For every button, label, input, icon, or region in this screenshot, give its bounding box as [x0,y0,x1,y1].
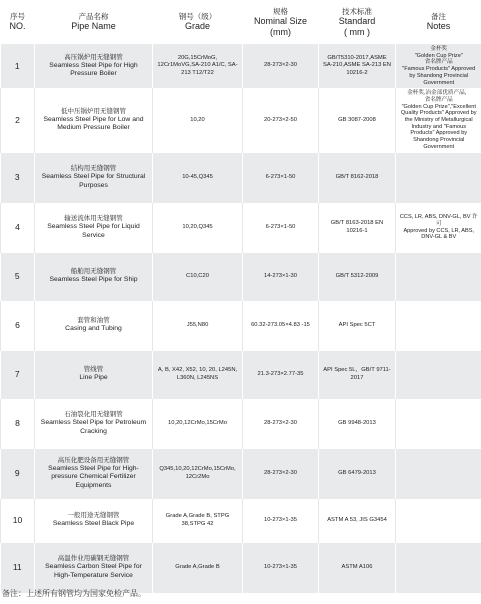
row-standard: API Spec 5L，GB/T 9711-2017 [319,351,396,399]
row-standard: GB 3087-2008 [319,88,396,152]
header-no [1,0,35,44]
row-standard: GB 6479-2013 [319,449,396,499]
row-size: 14-273×1-30 [243,253,319,301]
row-notes [396,449,481,499]
row-standard: ASTM A106 [319,543,396,593]
row-pipe-name [35,203,153,253]
pipe-name-cn: 输送流体用无缝钢管 [64,215,123,222]
row-no: 8 [1,399,35,449]
table-header [1,0,481,44]
row-standard: ASTM A 53, JIS G3454 [319,499,396,543]
header-notes-en: Notes [426,21,451,32]
header-no-en: NO. [9,21,26,32]
header-size-unit: (mm) [270,26,291,37]
row-no: 11 [12,562,22,573]
row-pipe-name [35,499,153,543]
pipe-name-en: Casing and Tubing [65,325,122,333]
table-row [1,153,481,203]
pipe-name-cn: 船舶用无缝钢管 [70,268,117,276]
row-grade: 10-45,Q345 [153,153,243,203]
row-size: 28-273×2-30 [243,44,319,88]
row-size: 21.3-273×2.77-35 [243,351,319,399]
row-pipe-name [35,543,153,593]
pipe-name-cn: 管线管 [83,366,104,374]
header-std-en: Standard [338,15,376,26]
pipe-name-en: Seamless Steel Black Pipe [52,520,135,528]
notes-text: 金杯奖,冶金部优质产品， 省名牌产品 "Golden Cup Prize","Excellent Quality Products" Approved by the Ministry of Metallurgical Industry and "Famous Products" Approved by Shandong Provincial Government [400,90,477,150]
header-size-cn: 规格 [273,6,288,16]
table-row [1,351,481,399]
row-no: 9 [14,468,20,479]
table-row [1,449,481,499]
header-std-unit: ( mm ) [344,26,370,37]
row-grade: 10,20 [153,88,243,152]
row-pipe-name [35,351,153,399]
row-no: 7 [14,369,20,380]
header-std-cn: 技术标准 [342,6,372,16]
row-notes [396,44,481,88]
table-row [1,499,481,543]
row-pipe-name [35,449,153,499]
row-pipe-name [35,399,153,449]
row-size: 28-273×2-30 [243,449,319,499]
table-body [1,44,481,593]
row-standard: GB/T 8162-2018 [319,153,396,203]
header-name [35,0,153,44]
footer-note: 备注：上述所有钢管均为国家免检产品。 [2,589,146,598]
table-row [1,88,481,152]
pipe-name-en: Seamless Steel Pipe for Ship [49,276,138,284]
row-notes [396,543,481,593]
notes-text: 金杯奖 "Golden Cup Prize" 省名牌产品 "Famous Products" Approved by Shandong Provincial Government [402,46,476,86]
row-grade: 20G,15CrMoG, 12Cr1MoVG,SA-210 A1/C, SA-213 T12/T22 [153,44,243,88]
pipe-name-en: Seamless Steel Pipe for Petroleum Cracking [40,419,147,435]
table-row [1,253,481,301]
row-no: 4 [1,203,35,253]
row-standard: GB/T 8163-2018 EN 10216-1 [319,203,396,253]
header-notes-cn: 备注 [431,12,446,22]
table-row [1,543,481,593]
row-pipe-name [35,88,153,152]
row-no: 5 [14,271,20,282]
pipe-name-en: Line Pipe [79,374,108,382]
table-row [1,44,481,88]
pipe-name-cn: 一般用途无缝钢管 [67,512,120,520]
pipe-name-en: Seamless Steel Pipe for High-pressure Chemical Fertilizer Equipments [48,464,139,489]
row-grade: C10,C20 [153,253,243,301]
header-grade [153,0,243,44]
pipe-name-cn: 高压锅炉用无缝钢管 [64,53,123,61]
row-notes [396,351,481,399]
header-notes [396,0,481,44]
row-standard: API Spec 5CT [319,301,396,351]
row-no: 1 [14,60,20,71]
table-row [1,399,481,449]
row-no: 3 [14,172,20,183]
pipe-name-cn: 高温作业用碳钢无缝钢管 [57,555,130,562]
row-grade: Q345,10,20,12CrMo,15CrMo, 12Cr2Mo [153,449,243,499]
pipe-name-en: Seamless Steel Pipe for Structural Purposes [41,173,146,189]
row-grade: Grade A,Grade B, STPG 38,STPG 42 [153,499,243,543]
row-size: 6-273×1-50 [243,153,319,203]
row-standard: GB 9948-2013 [319,399,396,449]
row-size: 10-273×1-35 [243,543,319,593]
row-notes [396,301,481,351]
row-size: 60.32-273.05×4.83 -15 [243,301,319,351]
row-size: 6-273×1-50 [243,203,319,253]
row-grade: J55,N80 [153,301,243,351]
pipe-name-cn: 石油裂化用无缝钢管 [64,411,123,418]
header-grade-en: Grade [184,21,210,32]
row-grade: A, B, X42, X52, 10, 20, L245N, L360N, L245NS [153,351,243,399]
pipe-name-en: Seamless Steel Pipe for Low and Medium Pressure Boiler [43,115,144,132]
header-size-en: Nominal Size [253,15,308,26]
row-notes [396,399,481,449]
row-no: 2 [1,88,35,152]
row-standard: GB/T 5312-2009 [319,253,396,301]
row-notes [396,499,481,543]
table-row [1,203,481,253]
row-pipe-name [35,301,153,351]
row-pipe-name [35,44,153,88]
row-notes [396,153,481,203]
pipe-name-en: Seamless Steel Pipe for High Pressure Boiler [49,61,138,78]
row-no: 10 [1,499,35,543]
row-size: 20-273×2-50 [243,88,319,152]
table-row [1,301,481,351]
header-std [319,0,396,44]
row-grade: 10,20,Q345 [153,203,243,253]
row-notes [396,253,481,301]
header-name-en: Pipe Name [71,21,116,32]
row-standard: GB/T5310-2017,ASME SA-210,ASME SA-213 EN 10216-2 [319,44,396,88]
row-notes [396,88,481,152]
header-size [243,0,319,44]
row-pipe-name [35,253,153,301]
pipe-name-cn: 高压化肥设备用无缝钢管 [57,456,130,464]
row-grade: Grade A,Grade B [153,543,243,593]
row-pipe-name [35,153,153,203]
header-name-cn: 产品名称 [78,12,109,22]
pipe-name-cn: 套管和油管 [77,317,110,325]
row-size: 28-273×2-30 [243,399,319,449]
row-size: 10-273×1-35 [243,499,319,543]
header-no-cn: 序号 [10,12,25,22]
pipe-name-en: Seamless Carbon Steel Pipe for High-Temperature Service [45,563,142,579]
pipe-name-cn: 结构用无缝钢管 [70,165,117,172]
row-notes [396,203,481,253]
row-grade: 10,20,12CrMo,15CrMo [153,399,243,449]
notes-text: CCS, LR, ABS, DNV-GL, BV 许可 Approved by CCS, LR, ABS, DNV-GL & BV [399,214,478,241]
pipe-name-en: Seamless Steel Pipe for Liquid Service [47,223,140,239]
row-no: 6 [1,301,35,351]
header-grade-cn: 钢号（级） [178,12,217,22]
pipe-name-cn: 低中压锅炉用无缝钢管 [61,107,126,115]
